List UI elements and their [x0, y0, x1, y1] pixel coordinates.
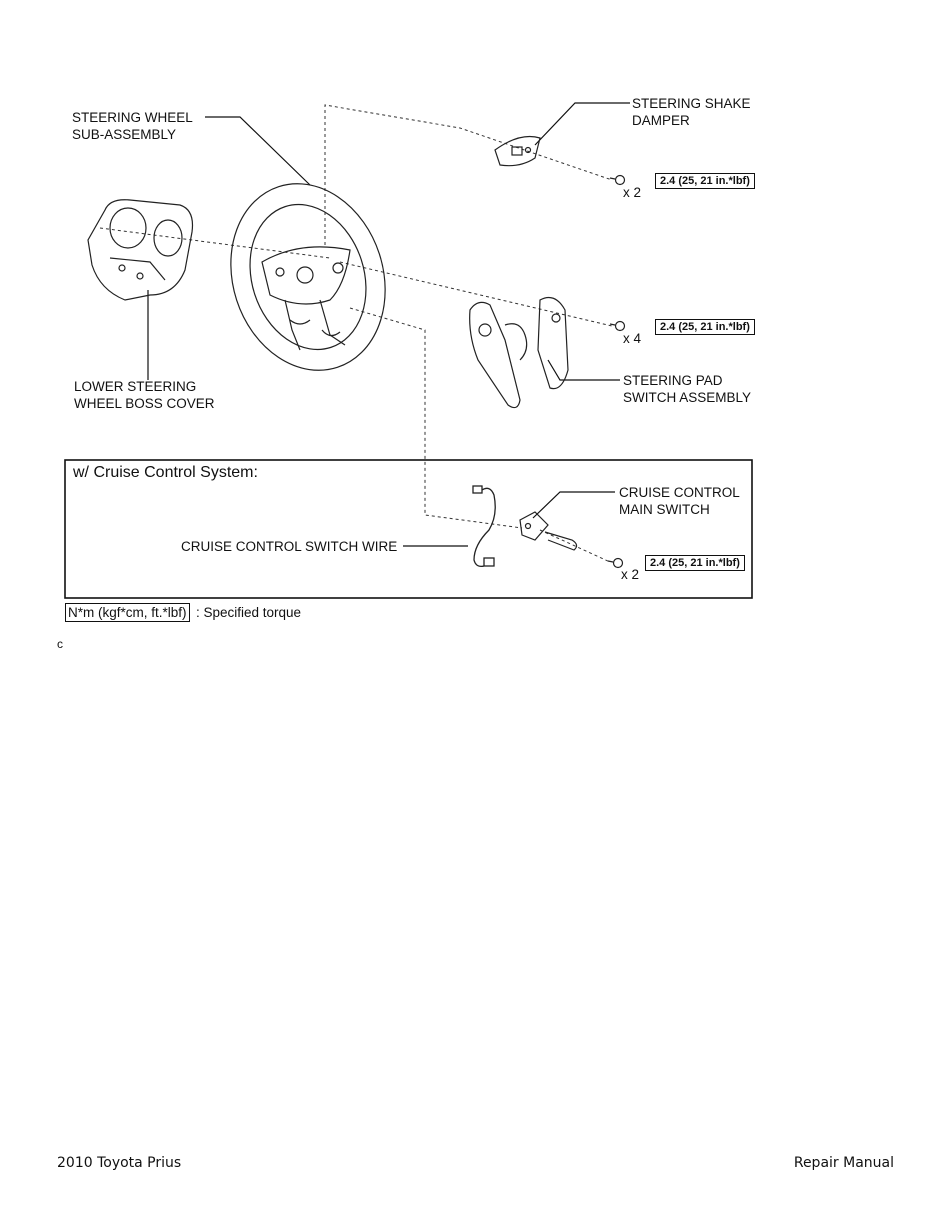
footer-right: Repair Manual [793, 1155, 894, 1171]
label-cruise-main-switch: CRUISE CONTROL MAIN SWITCH [619, 485, 740, 517]
footer-left: 2010 Toyota Prius [57, 1155, 182, 1171]
bolt-qty-2: x 4 [623, 331, 642, 346]
torque-spec-3: 2.4 (25, 21 in.*lbf) [645, 555, 745, 571]
shake-damper-drawing [495, 137, 540, 166]
figure-code: c [57, 637, 63, 651]
cruise-wire-drawing [473, 486, 495, 566]
cruise-main-switch-drawing [520, 512, 577, 550]
pad-switch-drawing [470, 298, 568, 408]
label-shake-damper: STEERING SHAKE DAMPER [632, 96, 751, 128]
label-lower-boss-cover: LOWER STEERING WHEEL BOSS COVER [74, 379, 215, 411]
bolt-icon [610, 322, 625, 331]
bolt-qty-3: x 2 [621, 567, 640, 582]
label-pad-switch: STEERING PAD SWITCH ASSEMBLY [623, 373, 752, 405]
torque-spec-1: 2.4 (25, 21 in.*lbf) [655, 173, 755, 189]
torque-spec-2: 2.4 (25, 21 in.*lbf) [655, 319, 755, 335]
legend-torque-unit: N*m (kgf*cm, ft.*lbf) [65, 603, 190, 622]
legend-description: : Specified torque [196, 605, 302, 620]
cruise-section-title: w/ Cruise Control System: [73, 464, 258, 481]
assembly-dashed-lines [100, 105, 612, 562]
lower-boss-cover-drawing [88, 200, 193, 300]
bolt-icon [610, 176, 625, 185]
label-cruise-switch-wire: CRUISE CONTROL SWITCH WIRE [181, 539, 398, 554]
steering-wheel-drawing [207, 163, 408, 390]
bolt-qty-1: x 2 [623, 185, 642, 200]
label-steering-wheel: STEERING WHEEL SUB-ASSEMBLY [72, 110, 193, 142]
